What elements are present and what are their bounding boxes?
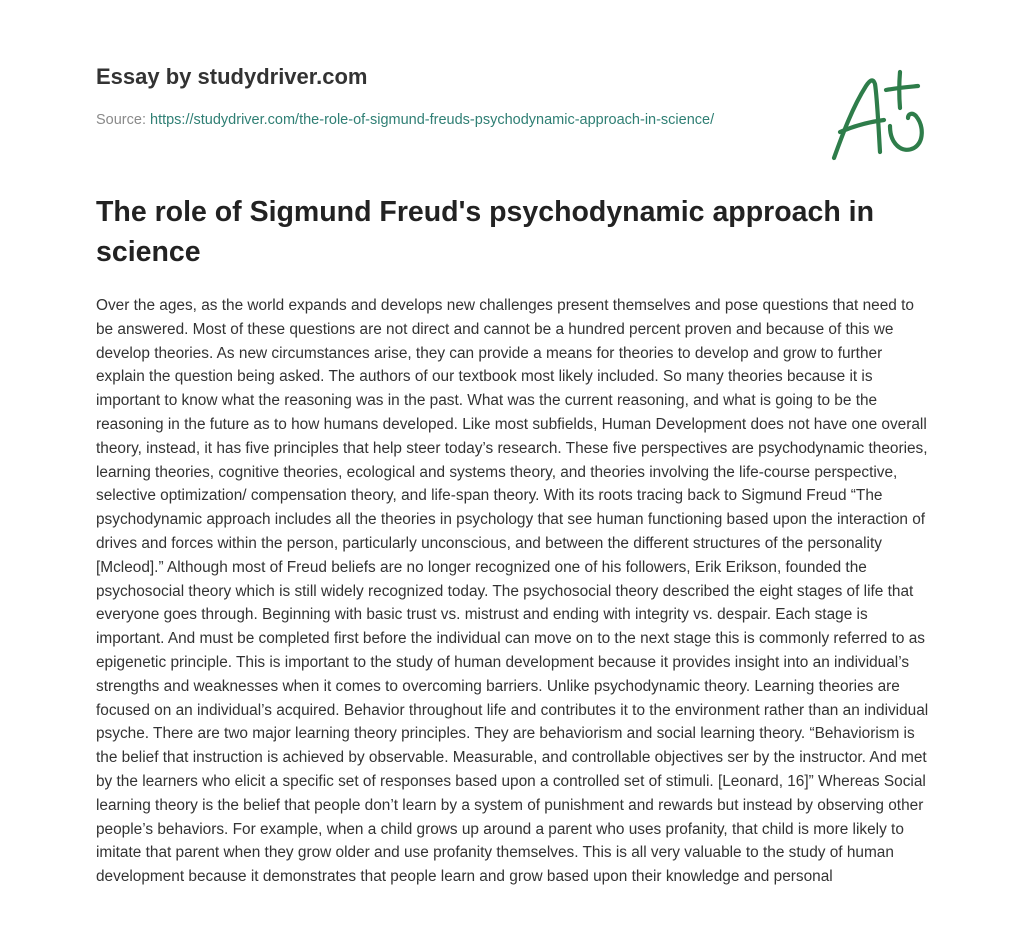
source-link[interactable]: https://studydriver.com/the-role-of-sigmund-freuds-psychodynamic-approach-in-science/ — [150, 112, 715, 128]
a-plus-grade-icon — [820, 56, 940, 168]
article-body: Over the ages, as the world expands and develops new challenges present themselves and pose questions that need to be answered. Most of these questions are not direct and cannot be a hundred percent proven and because of this we develop theories. As new circumstances arise, they can provide a means for theories to develop and grow to further explain the question being asked. The authors of our textbook most likely included. So many theories because it is important to know what the reasoning was in the past. What was the current reasoning, and what is going to be the reasoning in the future as to how humans developed. Like most subfields, Human Development does not have one overall theory, instead, it has five principles that help steer today’s research. These five perspectives are psychodynamic theories, learning theories, cognitive theories, ecological and systems theory, and theories involving the life-course perspective, selective optimization/ compensation theory, and life-span theory. With its roots tracing back to Sigmund Freud “The psychodynamic approach includes all the theories in psychology that see human functioning based upon the interaction of drives and forces within the person, particularly unconscious, and between the different structures of the personality [Mcleod].” Although most of Freud beliefs are no longer recognized one of his followers, Erik Erikson, founded the psychosocial theory which is still widely recognized today. The psychosocial theory described the eight stages of life that everyone goes through. Beginning with basic trust vs. mistrust and ending with integrity vs. despair. Each stage is important. And must be completed first before the individual can move on to the next stage this is commonly referred to as epigenetic principle. This is important to the study of human development because it provides insight into an individual’s strengths and weaknesses when it comes to overcoming barriers. Unlike psychodynamic theory. Learning theories are focused on an individual’s acquired. Behavior throughout life and contributes it to the environment rather than an individual psyche. There are two major learning theory principles. They are behaviorism and social learning theory. “Behaviorism is the belief that instruction is achieved by observable. Measurable, and controllable objectives ser by the instructor. And met by the learners who elicit a specific set of responses based upon a controlled set of stimuli. [Leonard, 16]” Whereas Social learning theory is the belief that people don’t learn by a system of punishment and rewards but instead by observing other people’s behaviors. For example, when a child grows up around a parent who uses profanity, that child is more likely to imitate that parent when they grow older and use profanity themselves. This is all very valuable to the study of human development because it demonstrates that people learn and grow based upon their knowledge and personal — [96, 297, 929, 886]
source-label: Source: — [96, 112, 150, 128]
source-line — [96, 110, 736, 131]
article-title: The role of Sigmund Freud's psychodynamic approach in science — [96, 196, 874, 268]
site-title: Essay by studydriver.com — [96, 64, 368, 89]
